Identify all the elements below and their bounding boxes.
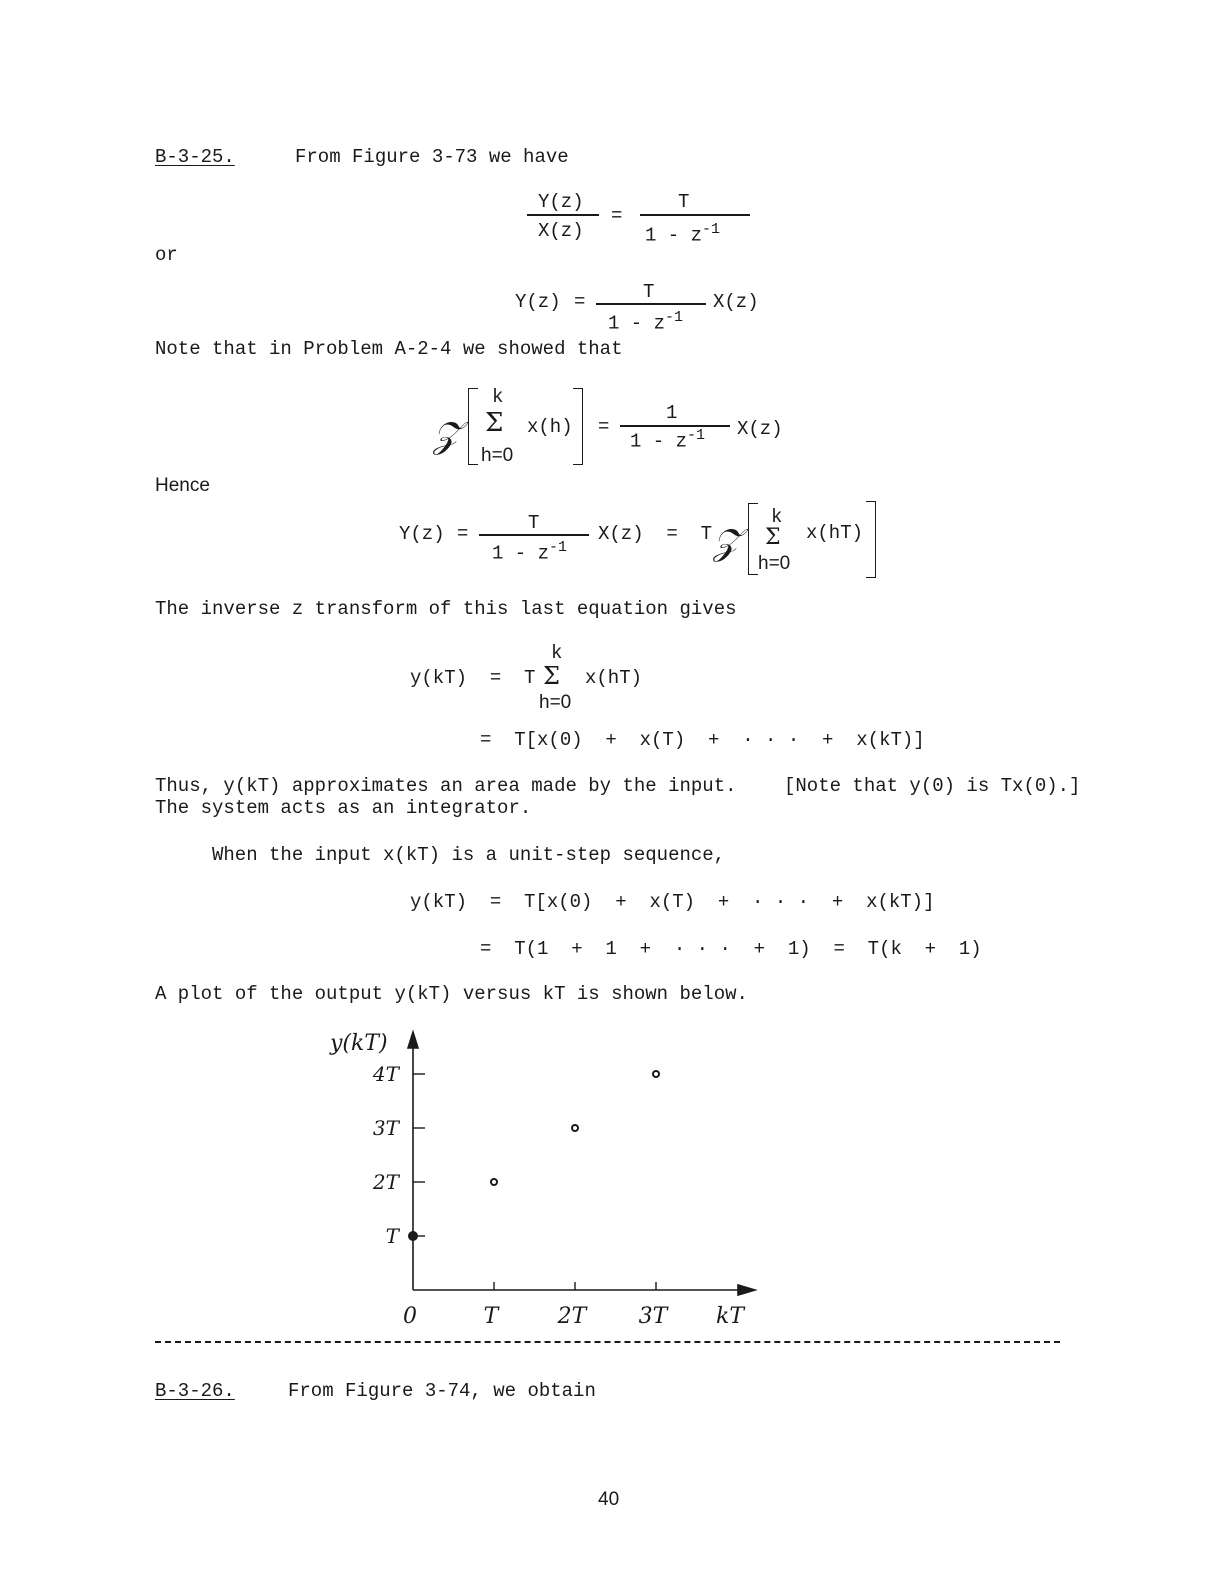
eq5-upper-limit: k [551,642,563,664]
y-tick-label-3: 3T [372,1116,399,1140]
or-text: or [155,244,178,266]
when-text: When the input x(kT) is a unit-step sequence, [212,844,726,866]
plot-intro: A plot of the output y(kT) versus kT is shown below. [155,983,748,1005]
eq4-sigma: Σ [765,525,781,550]
eq4-numerator: T [528,512,540,534]
eq3-upper-limit: k [492,386,504,408]
eq2-numerator: T [643,281,655,303]
eq1-right-denominator: $1 - z^{-1}$ [645,221,721,247]
eq8: = T(1 + 1 + · · · + 1) = T(k + 1) [480,938,982,960]
eq3-numerator: 1 [666,402,678,424]
x-tick-label-3: 3T [638,1304,668,1329]
y-axis-arrow [408,1032,418,1048]
z-transform-operator-2: 𝒵 [713,522,741,563]
eq6: = T[x(0) + x(T) + · · · + x(kT)] [480,729,925,751]
inverse-text: The inverse z transform of this last equation gives [155,598,737,620]
eq5-lhs: y(kT) = T [410,667,536,689]
x-tick-label-2: 2T [557,1304,587,1329]
eq2-equals: = [574,291,586,313]
eq4-upper-limit: k [771,506,783,528]
y-tick-label-2: 2T [372,1170,399,1194]
y-tick-label-4: 4T [372,1062,399,1086]
y-tick-label-1: T [385,1224,399,1248]
eq2-denominator: $1 - z^{-1}$ [608,309,684,335]
eq1-numerator: Y(z) [538,191,584,213]
problem-label-b-3-26: B-3-26. [155,1380,235,1402]
eq1-denominator: X(z) [538,220,584,242]
eq3-equals: = [598,416,610,438]
eq5-term: x(hT) [585,667,643,689]
thus-line-1: Thus, y(kT) approximates an area made by the input. [155,775,737,797]
problem-intro: From Figure 3-73 we have [295,146,569,168]
x-tick-label-0: 0 [403,1304,417,1329]
eq1-right-numerator: T [678,191,690,213]
page-number: 40 [598,1489,620,1510]
thus-line-2: The system acts as an integrator. [155,797,532,819]
eq3-rhs: X(z) [737,418,783,440]
section-divider [155,1341,1060,1343]
data-point-3 [653,1071,659,1077]
data-point-1 [491,1179,497,1185]
output-plot [0,1020,1224,1360]
eq3-lower-limit: h=0 [481,445,514,466]
x-tick-label-1: T [483,1304,499,1329]
eq5-sigma: Σ [543,662,560,690]
eq3-sigma: Σ [485,408,504,438]
eq4-mid: X(z) = T [598,523,713,545]
z-transform-operator: 𝒵 [433,415,461,456]
x-axis-label: kT [716,1304,745,1329]
eq4-lhs: Y(z) [399,523,445,545]
eq7: y(kT) = T[x(0) + x(T) + · · · + x(kT)] [410,891,935,913]
thus-note: [Note that y(0) is Tx(0).] [784,775,1081,797]
eq2-rhs: X(z) [713,291,759,313]
eq4-lower-limit: h=0 [758,553,791,574]
x-axis-arrow [738,1285,755,1295]
y-axis-label: y(kT) [330,1031,388,1056]
eq1-equals: = [611,205,623,227]
data-point-2 [572,1125,578,1131]
eq4-denominator: $1 - z^{-1}$ [492,539,568,565]
problem-label-b-3-25: B-3-25. [155,146,235,168]
eq2-lhs: Y(z) [515,291,561,313]
data-point-0 [409,1232,417,1240]
eq5-lower-limit: h=0 [539,692,572,713]
eq3-term: x(h) [527,416,573,438]
eq4-equals: = [457,523,469,545]
hence-text: Hence [155,475,210,496]
note-text: Note that in Problem A-2-4 we showed that [155,338,623,360]
eq4-term: x(hT) [806,522,864,544]
problem2-intro: From Figure 3-74, we obtain [288,1380,596,1402]
eq3-denominator: $1 - z^{-1}$ [630,427,706,453]
